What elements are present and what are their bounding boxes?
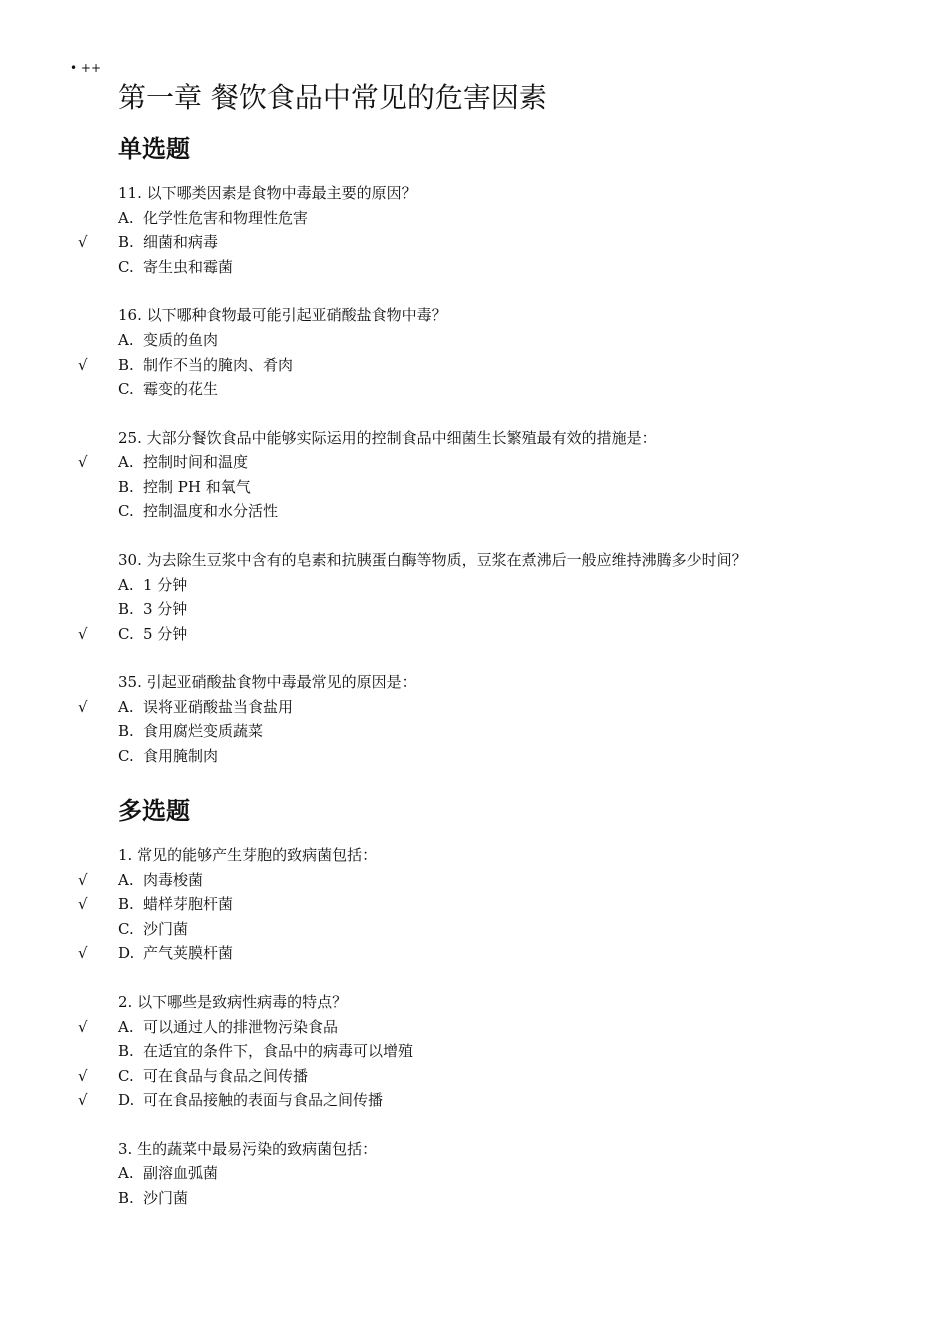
answer-option xyxy=(118,499,278,524)
bullet-marker: • ++ xyxy=(70,61,102,75)
answer-option xyxy=(118,1015,338,1040)
answer-option xyxy=(118,868,203,893)
answer-option xyxy=(118,353,293,378)
answer-option xyxy=(118,719,263,744)
section-title: 多选题 xyxy=(118,797,190,825)
option-text: 食用腐烂变质蔬菜 xyxy=(143,722,264,741)
option-text: 3 分钟 xyxy=(143,600,188,619)
option-text: 可以通过人的排泄物污染食品 xyxy=(143,1017,339,1036)
correct-check-icon: √ xyxy=(78,355,88,374)
option-letter: A. xyxy=(118,870,134,889)
option-text: 霉变的花生 xyxy=(143,380,219,399)
option-letter: B. xyxy=(118,1042,134,1061)
option-text: 控制时间和温度 xyxy=(143,453,249,472)
option-text: 变质的鱼肉 xyxy=(143,330,219,349)
answer-option xyxy=(118,622,187,647)
option-text: 产气荚膜杆菌 xyxy=(143,944,234,963)
option-text: 可在食品与食品之间传播 xyxy=(143,1066,309,1085)
question-text: 30. 为去除生豆浆中含有的皂素和抗胰蛋白酶等物质，豆浆在煮沸后一般应维持沸腾多少时间？ xyxy=(118,550,747,569)
option-letter: A. xyxy=(118,575,134,594)
answer-option xyxy=(118,941,233,966)
answer-option xyxy=(118,573,187,598)
correct-check-icon: √ xyxy=(78,624,88,643)
answer-option xyxy=(118,597,187,622)
question-text: 35. 引起亚硝酸盐食物中毒最常见的原因是： xyxy=(118,673,417,692)
option-text: 肉毒梭菌 xyxy=(143,870,204,889)
option-letter: B. xyxy=(118,233,134,252)
answer-option xyxy=(118,475,251,500)
option-letter: A. xyxy=(118,1164,134,1183)
option-text: 控制温度和水分活性 xyxy=(143,502,279,521)
option-letter: C. xyxy=(118,502,134,521)
option-letter: C. xyxy=(118,380,134,399)
option-text: 沙门菌 xyxy=(143,1189,189,1207)
correct-check-icon: √ xyxy=(78,1017,88,1036)
option-text: 食用腌制肉 xyxy=(143,747,219,765)
option-text: 控制 PH 和氧气 xyxy=(143,477,251,496)
option-text: 化学性危害和物理性危害 xyxy=(143,208,309,227)
option-letter: B. xyxy=(118,600,134,619)
question-text: 25. 大部分餐饮食品中能够实际运用的控制食品中细菌生长繁殖最有效的措施是： xyxy=(118,428,657,447)
option-letter: D. xyxy=(118,1091,135,1110)
answer-option xyxy=(118,1186,188,1211)
correct-check-icon: √ xyxy=(78,944,88,963)
option-text: 寄生虫和霉菌 xyxy=(143,257,234,276)
option-letter: B. xyxy=(118,1189,134,1207)
option-letter: B. xyxy=(118,355,134,374)
option-letter: B. xyxy=(118,477,134,496)
option-letter: C. xyxy=(118,257,134,276)
option-text: 制作不当的腌肉、肴肉 xyxy=(143,355,294,374)
option-text: 可在食品接触的表面与食品之间传播 xyxy=(143,1091,384,1110)
correct-check-icon: √ xyxy=(78,1066,88,1085)
question-text: 3. 生的蔬菜中最易污染的致病菌包括： xyxy=(118,1139,378,1158)
option-text: 细菌和病毒 xyxy=(143,233,219,252)
option-letter: C. xyxy=(118,919,134,938)
option-letter: B. xyxy=(118,895,134,914)
option-text: 副溶血弧菌 xyxy=(143,1164,219,1183)
correct-check-icon: √ xyxy=(78,697,88,716)
option-letter: A. xyxy=(118,697,134,716)
option-letter: C. xyxy=(118,1066,134,1085)
correct-check-icon: √ xyxy=(78,453,88,472)
answer-option xyxy=(118,230,218,255)
answer-option xyxy=(118,744,218,769)
answer-option xyxy=(118,206,308,231)
chapter-title: 第一章 餐饮食品中常见的危害因素 xyxy=(118,81,547,114)
section-title: 单选题 xyxy=(118,135,190,163)
answer-option xyxy=(118,892,233,917)
option-letter: A. xyxy=(118,453,134,472)
answer-option xyxy=(118,450,248,475)
option-letter: A. xyxy=(118,1017,134,1036)
option-text: 5 分钟 xyxy=(143,624,188,643)
answer-option xyxy=(118,328,218,353)
correct-check-icon: √ xyxy=(78,233,88,252)
option-text: 沙门菌 xyxy=(143,919,189,938)
question-text: 11. 以下哪类因素是食物中毒最主要的原因？ xyxy=(118,184,417,202)
question-text: 2. 以下哪些是致病性病毒的特点？ xyxy=(118,992,348,1011)
option-text: 在适宜的条件下，食品中的病毒可以增殖 xyxy=(143,1042,414,1061)
question-text: 16. 以下哪种食物最可能引起亚硝酸盐食物中毒？ xyxy=(118,306,447,325)
option-text: 1 分钟 xyxy=(143,575,188,594)
option-letter: D. xyxy=(118,944,135,963)
answer-option xyxy=(118,917,188,942)
answer-option xyxy=(118,695,293,720)
answer-option xyxy=(118,377,218,402)
answer-option xyxy=(118,1039,413,1064)
option-letter: C. xyxy=(118,747,134,765)
option-letter: B. xyxy=(118,722,134,741)
option-text: 误将亚硝酸盐当食盐用 xyxy=(143,697,294,716)
option-text: 蜡样芽胞杆菌 xyxy=(143,895,234,914)
correct-check-icon: √ xyxy=(78,895,88,914)
option-letter: C. xyxy=(118,624,134,643)
option-letter: A. xyxy=(118,208,134,227)
answer-option xyxy=(118,1064,308,1089)
answer-option xyxy=(118,1161,218,1186)
answer-option xyxy=(118,255,233,280)
answer-option xyxy=(118,1088,383,1113)
option-letter: A. xyxy=(118,330,134,349)
question-text: 1. 常见的能够产生芽胞的致病菌包括： xyxy=(118,846,378,864)
correct-check-icon: √ xyxy=(78,1091,88,1110)
correct-check-icon: √ xyxy=(78,870,88,889)
